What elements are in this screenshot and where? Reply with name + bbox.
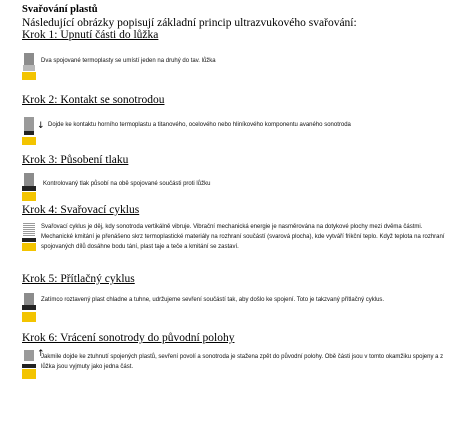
step-5-heading: Krok 5: Přítlačný cyklus <box>22 273 135 285</box>
step-6-text: Jakmile dojde ke ztuhnutí spojených plastů, sevření povolí a sonotroda je stažena zpět do původní polohy. Obě části jsou v tomto okamžiku spojeny a z lůžka jsou vyjmuty jako jedna část. <box>41 354 444 370</box>
intro-text: Následující obrázky popisují základní princip ultrazvukového svařování: <box>22 17 357 29</box>
step-6-heading: Krok 6: Vrácení sonotrody do původní polohy <box>22 332 235 344</box>
sonotrode-descending-icon: ↓ <box>22 117 36 147</box>
vibration-icon <box>22 221 36 251</box>
step-5-text: Zatímco roztavený plast chladne a tuhne, udržujeme sevření součástí tak, aby došlo ke spojení. Toto je takzvaný přítlačný cyklus. <box>41 297 385 303</box>
step-1-text: Dva spojované termoplasty se umístí jeden na druhý do tav. lůžka <box>41 58 216 64</box>
step-2-heading: Krok 2: Kontakt se sonotrodou <box>22 94 165 106</box>
hold-pressure-icon <box>22 293 36 323</box>
document-title: Svařování plastů <box>22 4 98 15</box>
step-2-text: Dojde ke kontaktu horního termoplastu a titanového, ocelového nebo hliníkového komponentu avaného sonotroda <box>48 122 351 128</box>
step-3-text: Kontrolovaný tlak působí na obě spojované součásti proti lůžku <box>43 181 211 187</box>
step-4-heading: Krok 4: Svařovací cyklus <box>22 204 140 216</box>
sonotrode-retract-icon: ↑ <box>22 350 36 380</box>
step-1-heading: Krok 1: Upnutí části do lůžka <box>22 29 159 41</box>
step-4-text: Svařovací cyklus je děj, kdy sonotroda vertikálně vibruje. Vibrační mechanická energie je nasměrována na dotykové plochy mezi dvěma částmi. Mechanické kmitání je přenášeno skrz termoplastické materiály na rozhraní součástí (svarová plocha), kde vytváří frikční teplo. Když teplota na rozhraní spojovaných dílů dosáhne bodu tání, plast taje a teče a kmitání se zastaví. <box>41 224 445 250</box>
workpieces-in-fixture-icon <box>22 53 36 83</box>
step-3-heading: Krok 3: Působení tlaku <box>22 154 129 166</box>
pressure-icon <box>22 173 36 203</box>
